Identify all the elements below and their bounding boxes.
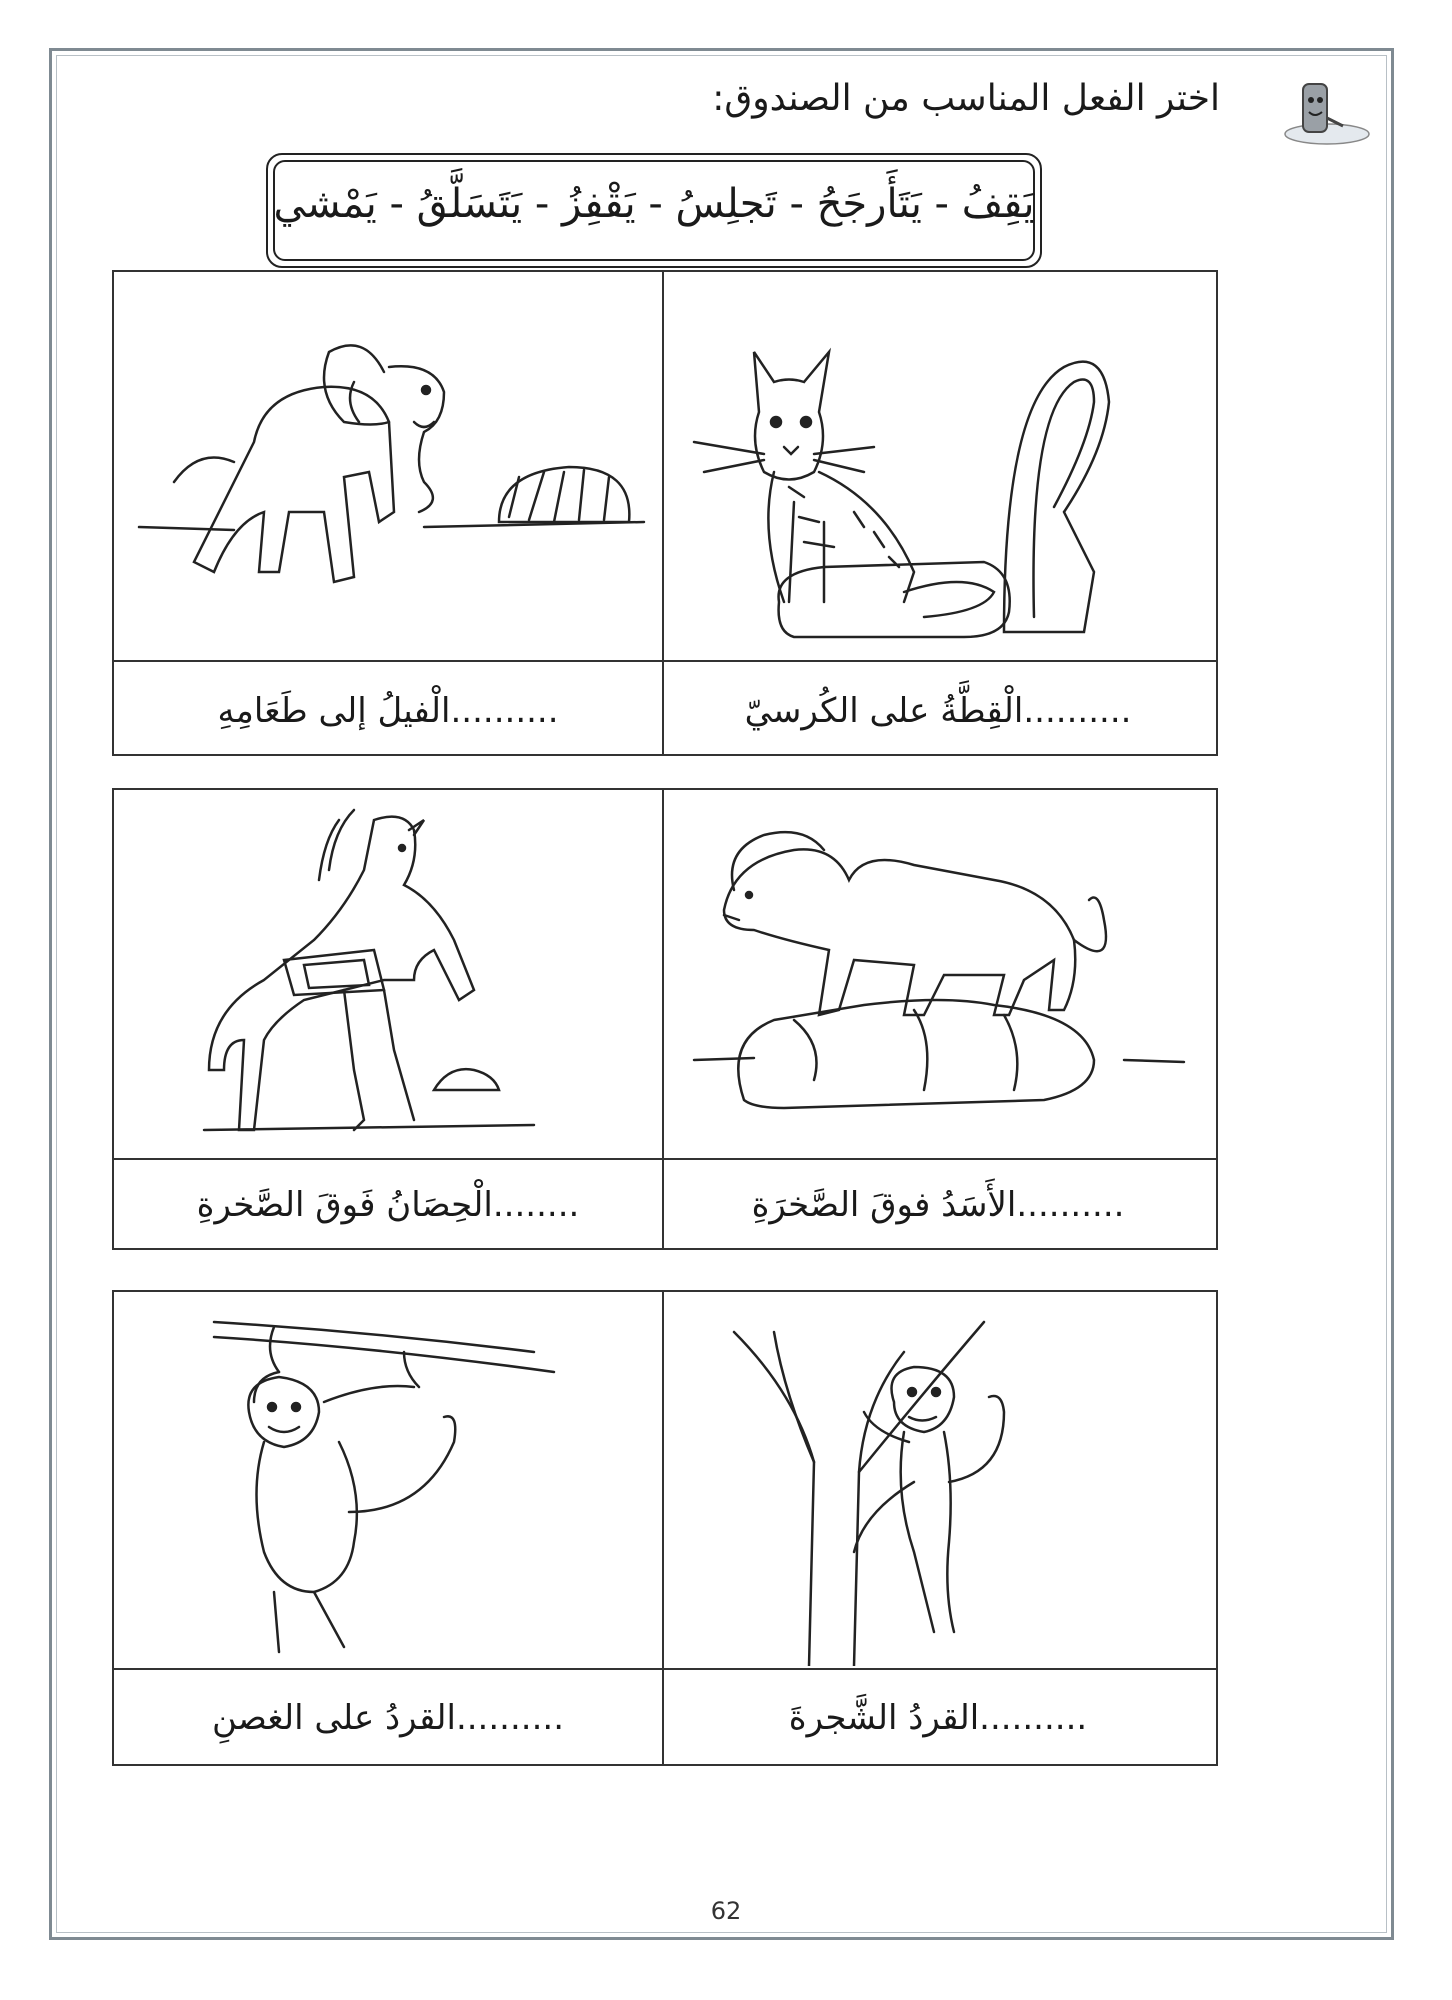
word-choice-list: يَقِفُ - يَتَأَرجَحُ - تَجلِسُ - يَقْفِزُ - يَتَسَلَّقُ - يَمْشي — [273, 181, 1035, 227]
caption-lion: ..........الأَسَدُ فوقَ الصَّخرَةِ — [751, 1185, 1125, 1225]
monkey-climbing-tree-icon — [664, 1292, 1212, 1666]
caption-monkey-tree: ..........القردُ الشَّجرةَ — [788, 1698, 1088, 1738]
elephant-with-hay-icon — [114, 272, 662, 658]
pencil-mascot-icon — [1275, 78, 1375, 150]
word-choice-box — [266, 153, 1042, 268]
caption-horse: ........الْحِصَانُ فَوقَ الصَّخرةِ — [196, 1185, 580, 1225]
lion-on-rock-icon — [664, 790, 1212, 1156]
monkey-swinging-branch-icon — [114, 1292, 662, 1666]
page-number: 62 — [710, 1897, 742, 1925]
caption-elephant: ..........الْفيلُ إلى طَعَامِهِ — [217, 691, 559, 731]
cat-on-chair-icon — [664, 272, 1212, 658]
caption-monkey-branch: ..........القردُ على الغصنِ — [211, 1698, 565, 1738]
horse-jumping-icon — [114, 790, 662, 1156]
caption-cat: ..........الْقِطَّةُ على الكُرسيّ — [744, 691, 1132, 731]
instruction-text: اختر الفعل المناسب من الصندوق: — [712, 78, 1220, 119]
